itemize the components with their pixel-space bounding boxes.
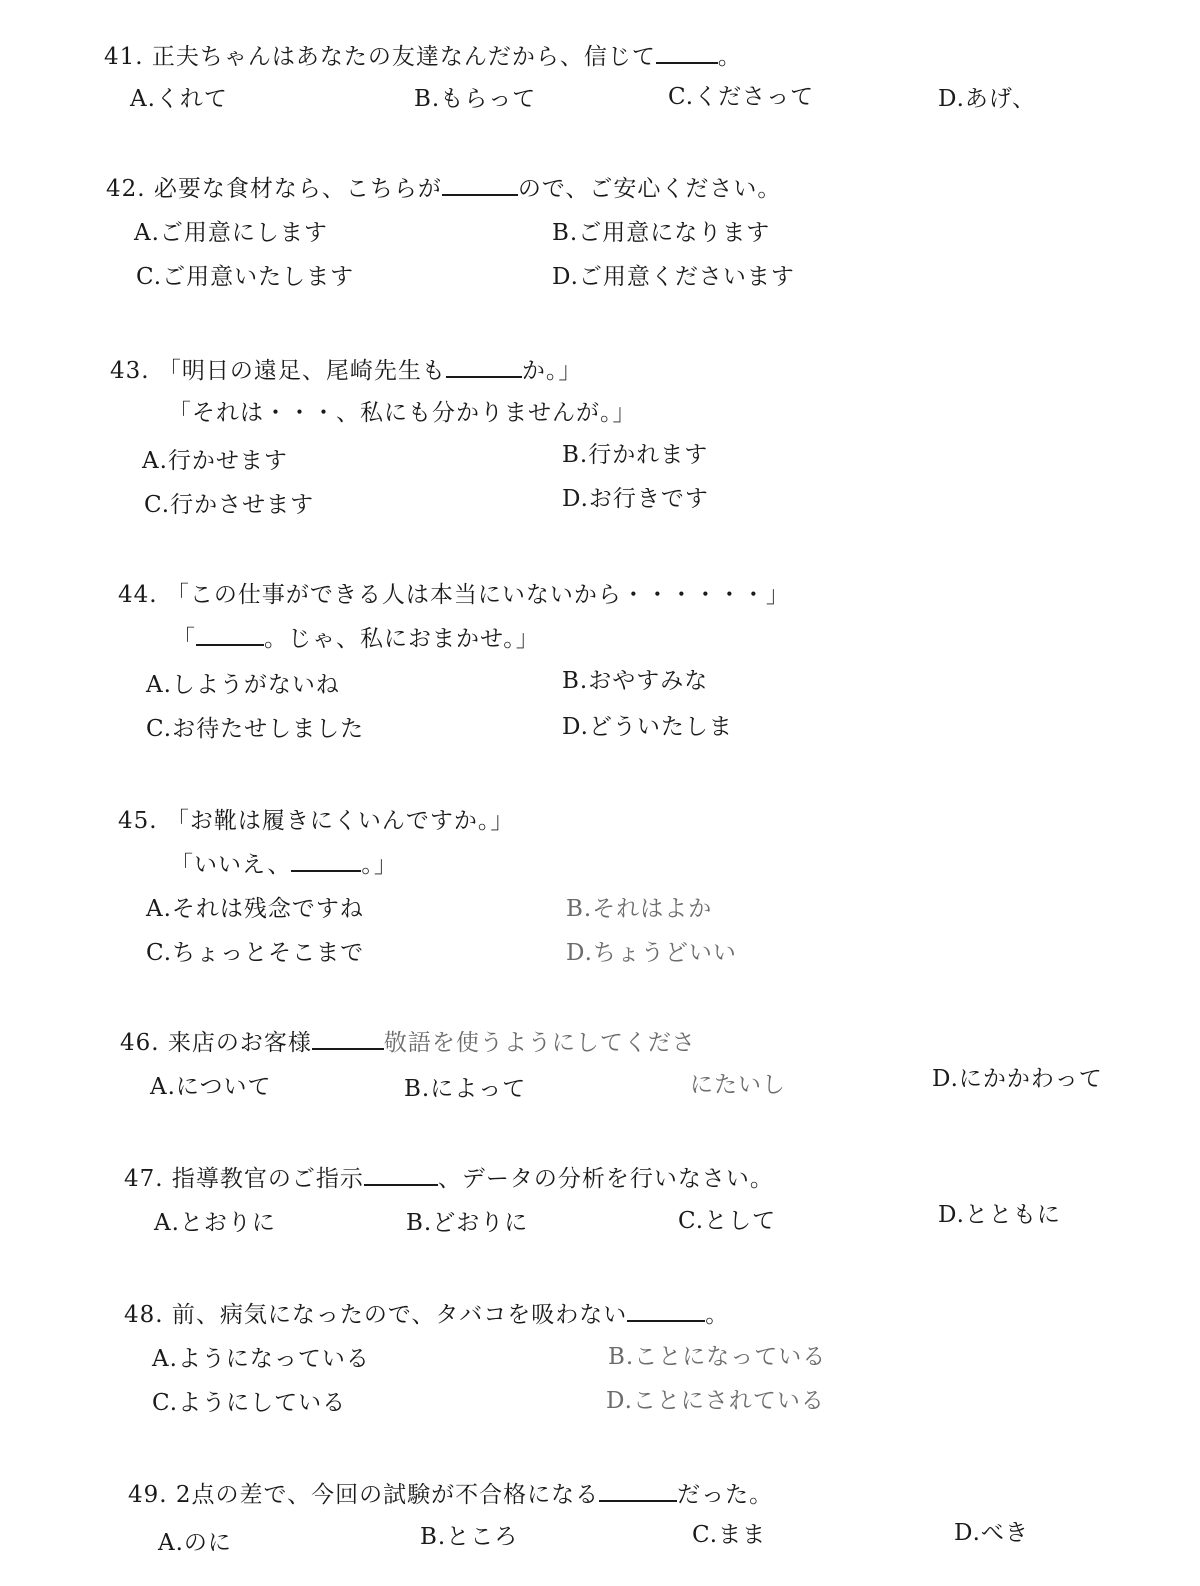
stem-text-after: ので、ご安心ください。 [517,176,782,202]
question-stem [128,1480,773,1510]
question-number: 48. [124,1302,164,1328]
question-number: 49. [128,1482,168,1508]
stem-text-after: 。 [717,44,742,70]
option-c[interactable]: C.として [678,1208,777,1234]
option-d[interactable]: D.べき [954,1520,1029,1546]
question-stem [118,806,514,836]
option-b[interactable]: B.ご用意になります [552,220,771,246]
question-number: 47. [124,1166,164,1192]
option-c[interactable]: C.くださって [668,84,815,110]
answer-blank [656,44,718,64]
answer-blank [627,1302,705,1322]
reply-text-after: 。」 [361,852,398,878]
option-c[interactable]: C.まま [692,1522,767,1548]
option-b[interactable]: B.ところ [420,1524,519,1550]
option-d[interactable]: D.ご用意くださいます [552,264,795,290]
option-a[interactable]: A.のに [158,1530,232,1556]
option-a[interactable]: A.とおりに [154,1210,276,1236]
option-a[interactable]: A.くれて [130,86,228,112]
reply-text-before: 「 [172,626,196,652]
option-b[interactable]: B.ことになっている [608,1344,827,1370]
option-b[interactable]: B.によって [404,1076,527,1102]
dialogue-reply: 「それは・・・、私にも分かりませんが。」 [168,400,637,426]
question-stem [118,580,790,610]
option-a[interactable]: A.について [150,1074,272,1100]
answer-blank [196,626,264,646]
option-b[interactable]: B.どおりに [406,1210,529,1236]
option-c[interactable]: C.ちょっとそこまで [146,940,365,966]
stem-text-before: 2点の差で、今回の試験が不合格になる [175,1482,600,1508]
option-a[interactable]: A.しようがないね [146,672,340,698]
stem-text: 「お靴は履きにくいんですか。」 [165,808,515,834]
question-stem [124,1164,774,1194]
question-stem [104,42,742,72]
option-d[interactable]: D.ことにされている [606,1388,825,1414]
option-a[interactable]: A.ようになっている [152,1346,370,1372]
dialogue-reply [170,850,398,880]
answer-blank [446,358,522,378]
stem-text-after: だった。 [677,1482,774,1508]
answer-blank [442,176,518,196]
reply-text-before: 「いいえ、 [170,852,292,878]
option-b[interactable]: B.もらって [414,86,537,112]
question-stem [110,356,582,386]
question-stem [124,1300,729,1330]
stem-text-before: 必要な食材なら、こちらが [153,176,442,202]
stem-text-after: か。」 [521,358,583,384]
answer-blank [291,852,361,872]
question-stem [106,174,781,204]
answer-blank [364,1166,438,1186]
option-c[interactable]: C.お待たせしました [146,716,365,742]
question-number: 43. [110,358,150,384]
option-d[interactable]: D.とともに [938,1202,1061,1228]
option-d[interactable]: D.にかかわって [932,1066,1103,1092]
stem-text-before: 正夫ちゃんはあなたの友達なんだから、信じて [151,44,656,70]
option-c[interactable]: C.ご用意いたします [136,264,355,290]
option-a[interactable]: A.それは残念ですね [146,896,364,922]
question-number: 44. [118,582,158,608]
option-a[interactable]: A.行かせます [142,448,288,474]
stem-text-before: 来店のお客様 [167,1030,312,1056]
question-stem [120,1028,696,1058]
stem-text: 「この仕事ができる人は本当にいないから・・・・・・」 [165,582,790,608]
option-c[interactable]: C.ようにしている [152,1390,347,1416]
answer-blank [312,1030,384,1050]
stem-text-after: 敬語を使うようにしてくださ [383,1030,696,1056]
dialogue-reply [172,624,540,654]
answer-blank [599,1482,677,1502]
option-d[interactable]: D.あげ、 [938,86,1037,112]
stem-text-before: 前、病気になったので、タバコを吸わない [171,1302,628,1328]
option-d[interactable]: D.ちょうどいい [566,940,737,966]
stem-text-before: 指導教官のご指示 [171,1166,364,1192]
option-c[interactable]: C.行かさせます [144,492,315,518]
reply-text-after: 。じゃ、私におまかせ。」 [264,626,540,652]
question-number: 45. [118,808,158,834]
option-d[interactable]: D.どういたしま [562,714,733,740]
option-a[interactable]: A.ご用意にします [134,220,328,246]
question-number: 42. [106,176,146,202]
option-c[interactable]: にたいし [690,1072,786,1098]
stem-text-after: 。 [705,1302,730,1328]
question-number: 46. [120,1030,160,1056]
option-b[interactable]: B.それはよか [566,896,713,922]
question-number: 41. [104,44,144,70]
stem-text-before: 「明日の遠足、尾崎先生も [157,358,446,384]
option-b[interactable]: B.おやすみな [562,668,709,694]
option-d[interactable]: D.お行きです [562,486,709,512]
stem-text-after: 、データの分析を行いなさい。 [437,1166,774,1192]
option-b[interactable]: B.行かれます [562,442,709,468]
